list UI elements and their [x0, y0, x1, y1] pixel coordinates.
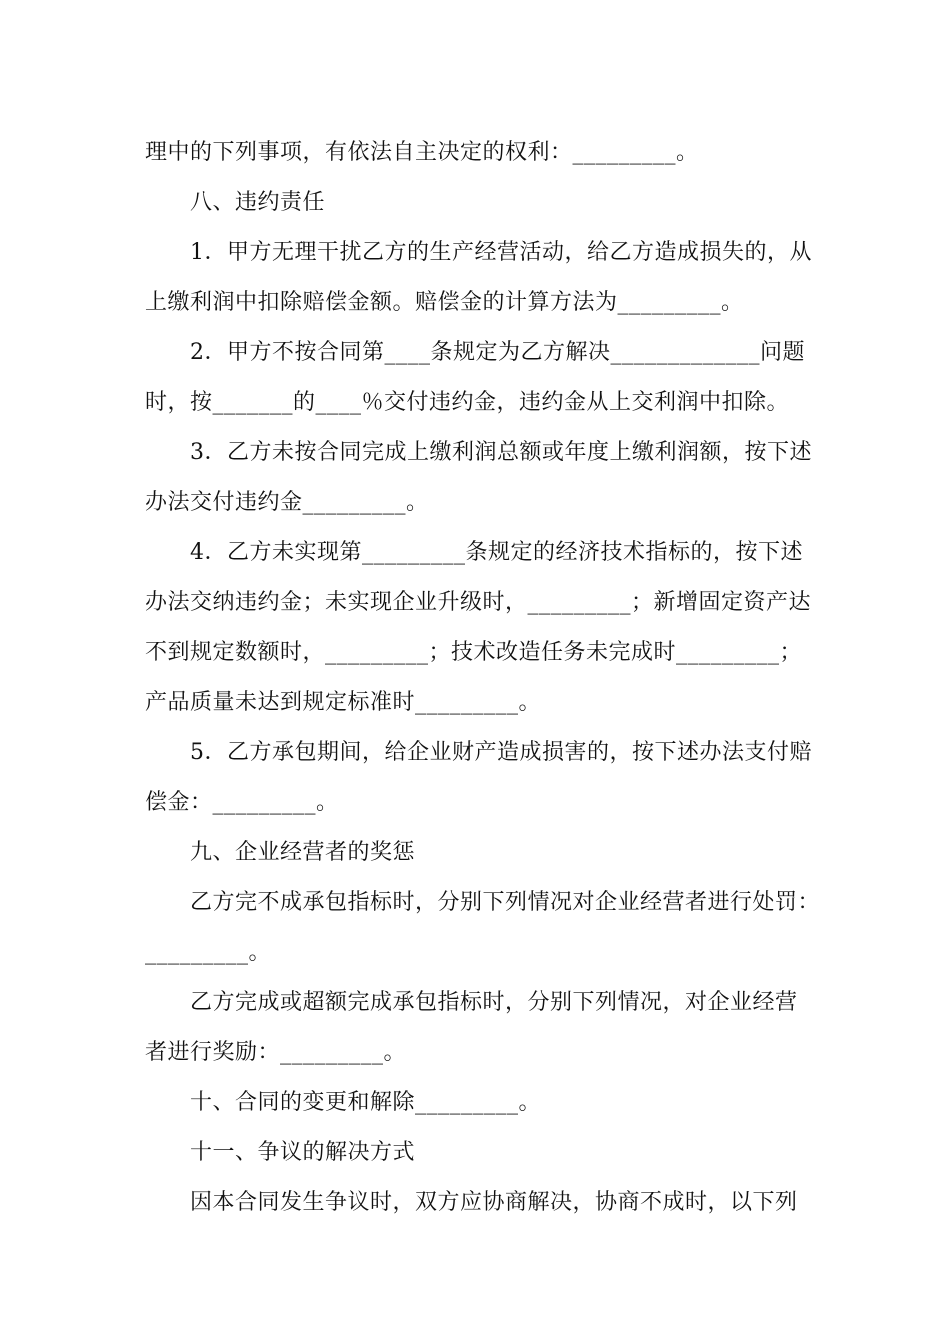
text-line: 理中的下列事项，有依法自主决定的权利：_________。: [145, 140, 699, 165]
text-line: _________。: [145, 940, 272, 965]
section-heading: 十一、争议的解决方式: [190, 1140, 416, 1165]
text-line: 因本合同发生争议时，双方应协商解决，协商不成时，以下列: [190, 1190, 798, 1215]
text-line: 5．乙方承包期间，给企业财产造成损害的，按下述办法支付赔: [190, 740, 812, 765]
text-line: 乙方完成或超额完成承包指标时，分别下列情况，对企业经营: [190, 990, 798, 1015]
text-line: 3．乙方未按合同完成上缴利润总额或年度上缴利润额，按下述: [190, 440, 812, 465]
text-line: 4．乙方未实现第_________条规定的经济技术指标的，按下述: [190, 540, 803, 565]
text-line: 不到规定数额时，_________；技术改造任务未完成时_________；: [145, 640, 803, 665]
text-line: 办法交付违约金_________。: [145, 490, 429, 515]
text-line: 2．甲方不按合同第____条规定为乙方解决_____________问题: [190, 340, 805, 365]
text-line: 办法交纳违约金；未实现企业升级时，_________；新增固定资产达: [145, 590, 812, 615]
section-heading: 八、违约责任: [190, 190, 326, 215]
text-line: 乙方完不成承包指标时，分别下列情况对企业经营者进行处罚：: [190, 890, 821, 915]
section-heading: 十、合同的变更和解除_________。: [190, 1090, 542, 1115]
text-line: 产品质量未达到规定标准时_________。: [145, 690, 542, 715]
text-line: 上缴利润中扣除赔偿金额。赔偿金的计算方法为_________。: [145, 290, 744, 315]
section-heading: 九、企业经营者的奖惩: [190, 840, 416, 865]
text-line: 1．甲方无理干扰乙方的生产经营活动，给乙方造成损失的，从: [190, 240, 812, 265]
text-line: 者进行奖励：_________。: [145, 1040, 407, 1065]
text-line: 偿金：_________。: [145, 790, 339, 815]
text-line: 时，按_______的____％交付违约金，违约金从上交利润中扣除。: [145, 390, 790, 415]
